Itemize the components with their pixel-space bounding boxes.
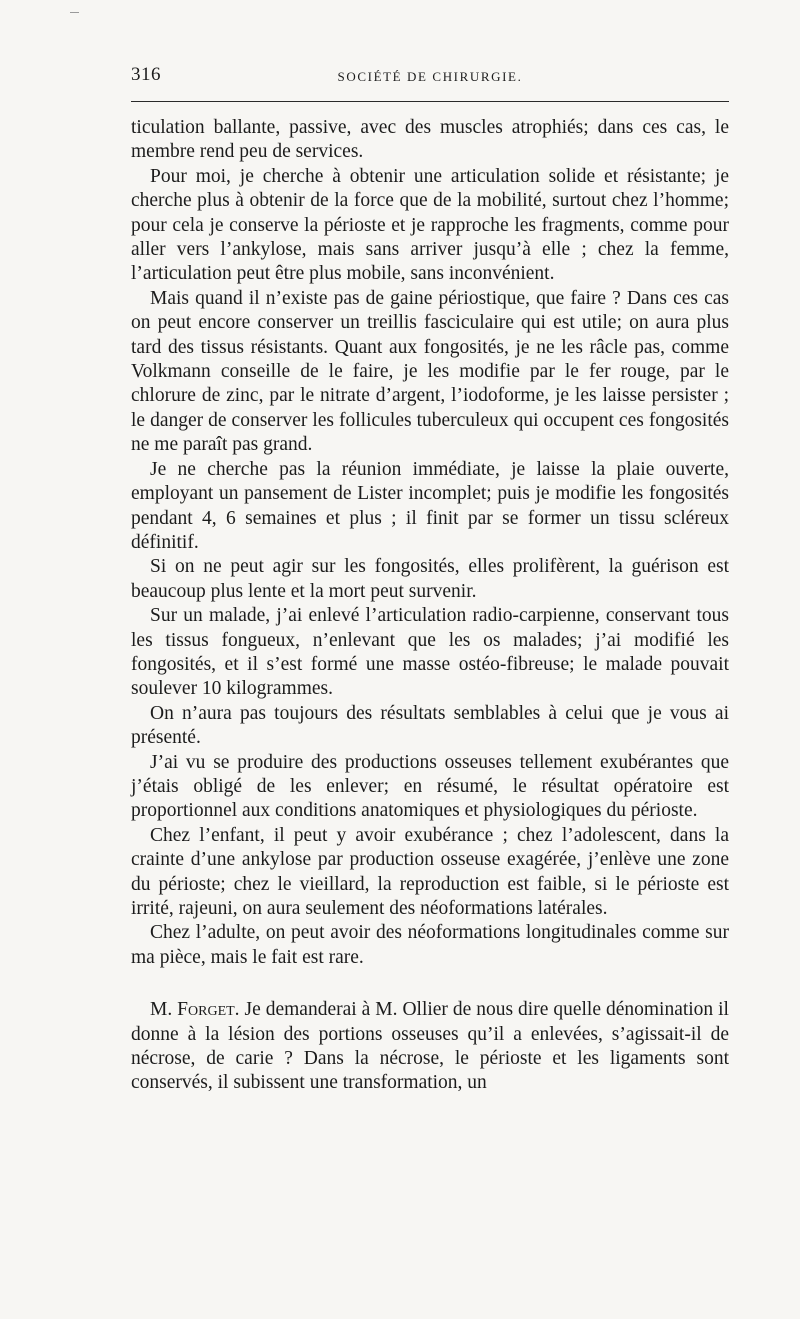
page-header: [131, 64, 729, 88]
page-number: 316: [131, 64, 161, 85]
margin-mark: [70, 12, 79, 13]
paragraph: ticulation ballante, passive, avec des muscles atrophiés; dans ces cas, le membre rend peu de services.: [131, 117, 729, 163]
paragraph: On n’aura pas toujours des résultats semblables à celui que je vous ai présenté.: [131, 702, 729, 749]
body-text: [131, 116, 729, 1096]
paragraph: Si on ne peut agir sur les fongosités, elles prolifèrent, la guérison est beaucoup plus lente et la mort peut survenir.: [131, 556, 729, 602]
section-break: [131, 970, 729, 998]
forget-text: Je demanderai à M. Ollier de nous dire quelle dénomination il donne à la lésion des portions osseuses qu’il a enlevées, s’agissait-il de nécrose, de carie ? Dans la nécrose, le périoste et les ligaments sont conservés, il subissent une transformation, un: [131, 999, 729, 1094]
forget-paragraph: [131, 998, 729, 1096]
speaker-name: M. Forget.: [150, 999, 240, 1021]
paragraph: Sur un malade, j’ai enlevé l’articulation radio-carpienne, conservant tous les tissus fongueux, n’enlevant que les os malades; j’ai modifié les fongosités, et il s’est formé une masse ostéo-fibreuse; le malade pouvait soulever 10 kilogrammes.: [131, 605, 729, 700]
paragraph: J’ai vu se produire des productions osseuses tellement exubérantes que j’étais obligé de les enlever; en résumé, le résultat opératoire est proportionnel aux conditions anatomiques et physiologiques du périoste.: [131, 751, 729, 822]
header-rule: [131, 101, 729, 102]
paragraph: Chez l’enfant, il peut y avoir exubérance ; chez l’adolescent, dans la crainte d’une ankylose par production osseuse exagérée, j’enlève une zone du périoste; chez le vieillard, la reproduction est faible, si le périoste est irrité, rajeuni, on aura seulement des néoformations latérales.: [131, 824, 729, 919]
paragraph: Mais quand il n’existe pas de gaine périostique, que faire ? Dans ces cas on peut encore conserver un treillis fasciculaire qui est utile; on aura plus tard des tissus résistants. Quant aux fongosités, je ne les râcle pas, comme Volkmann conseille de le faire, je les modifie par le fer rouge, par le chlorure de zinc, par le nitrate d’argent, l’iodoforme, je les laisse persister ; le danger de conserver les follicules tuberculeux qui occupent ces fongosités ne me paraît pas grand.: [131, 287, 729, 456]
paragraph: Pour moi, je cherche à obtenir une articulation solide et résistante; je cherche plus à obtenir de la force que de la mobilité, surtout chez l’homme; pour cela je conserve la périoste et je rapproche les fragments, comme pour aller vers l’ankylose, mais sans arriver jusqu’à elle ; chez la femme, l’articulation peut être plus mobile, sans inconvénient.: [131, 165, 729, 285]
paragraph: Chez l’adulte, on peut avoir des néoformations longitudinales comme sur ma pièce, mais le fait est rare.: [131, 922, 729, 968]
running-head: SOCIÉTÉ DE CHIRURGIE.: [337, 69, 523, 84]
paragraph: Je ne cherche pas la réunion immédiate, je laisse la plaie ouverte, employant un pansement de Lister incomplet; puis je modifie les fongosités pendant 4, 6 semaines et plus ; il finit par se former un tissu scléreux définitif.: [131, 458, 729, 553]
